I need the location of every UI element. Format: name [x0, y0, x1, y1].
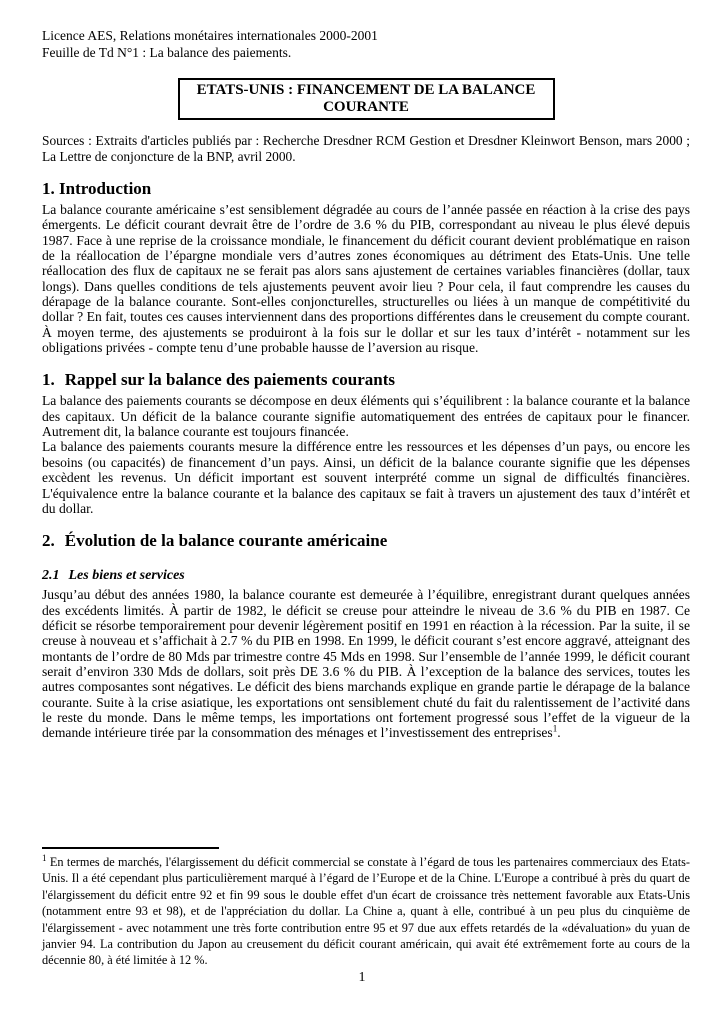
heading-biens-services: [42, 567, 690, 585]
document-title-box: [178, 78, 555, 120]
document-content: [42, 28, 690, 741]
course-header-line1: Licence AES, Relations monétaires internationales 2000-2001: [42, 28, 378, 43]
course-header-line2: Feuille de Td N°1 : La balance des paiements.: [42, 44, 292, 60]
footnote-text-line: [42, 854, 690, 969]
footnote-separator-rule: [42, 847, 219, 849]
document-title: ETATS-UNIS : FINANCEMENT DE LA BALANCE COURANTE: [196, 82, 536, 115]
footnote-number-mark: 1: [42, 852, 47, 863]
rappel-paragraph-2: La balance des paiements courants mesure la différence entre les ressources et les dépenses d’un pays, ou encore les besoins (ou capacités) de financement d’un pays. Ainsi, un déficit de la balance courante signifie que les dépenses excèdent les revenus. Un déficit important est souvent interprété comme un signal de difficultés financières. L'équivalence entre la balance courante et la balance des capitaux se fait à travers un ajustement des taux d’intérêt et du dollar.: [42, 439, 690, 516]
heading-rappel: [42, 369, 690, 390]
introduction-paragraph: La balance courante américaine s’est sensiblement dégradée au cours de l’année passée en réaction à la crise des pays émergents. Le déficit courant devrait être de l’ordre de 3.6 % du PIB, correspondant au niveau le plus élevé depuis 1987. Face à une reprise de la croissance mondiale, le financement du déficit courant devient problématique en raison de la réallocation de l’épargne mondiale vers d’autres zones économiques au détriment des Etats-Unis. Une telle réallocation des flux de capitaux ne se ferait pas alors sans ajustement de certaines variables financières (dollar, taux longs). Dans quelles conditions de tels ajustements peuvent avoir lieu ? Pour cela, il faut comprendre les causes du dérapage de la balance courante. Sont-elles conjoncturelles, structurelles ou liées à un manque de compétitivité du dollar ? En fait, toutes ces causes interviennent dans des proportions différentes dans le creusement du compte courant. À moyen terme, des ajustements se produiront à la fois sur le dollar et sur les taux d’intérêt - notamment sur les obligations privées - compte tenu d’une probable hausse de l’aversion au risque.: [42, 202, 690, 356]
heading-rappel-label: Rappel sur la balance des paiements courants: [64, 370, 396, 390]
heading-introduction: 1. Introduction: [42, 179, 152, 198]
heading-biens-services-number: 2.1: [42, 568, 60, 584]
page-number: 1: [358, 970, 366, 985]
biens-services-paragraph: [42, 587, 690, 740]
heading-evolution-label: Évolution de la balance courante américaine: [64, 531, 388, 551]
sources-note: Sources : Extraits d'articles publiés par : Recherche Dresdner RCM Gestion et Dresdner Kleinwort Benson, mars 2000 ; La Lettre de conjoncture de la BNP, avril 2000.: [42, 133, 690, 164]
footnote-reference-mark: 1: [552, 723, 558, 734]
footnote-block: [42, 847, 690, 969]
biens-services-text: Jusqu’au début des années 1980, la balance courante est demeurée à l’équilibre, enregistrant durant quelques années des excédents limités. À partir de 1982, le déficit se creuse pour atteindre le niveau de 3.6 % du PIB en 1987. Ce déficit se résorbe temporairement pour devenir légèrement positif en 1991 en réaction à la récession. Par la suite, il se creuse à nouveau et s’affichait à 2.7 % du PIB en 1998. En 1999, le déficit courant s’est encore aggravé, atteignant des montants de l’ordre de 80 Mds par trimestre contre 45 Mds en 1998. Sur l’ensemble de l’année 1999, le déficit courant serait d’environ 330 Mds de dollars, soit près DE 3.6 % du PIB. À l’exception de la balance des services, toutes les autres composantes sont négatives. Le déficit des biens marchands explique en grande partie le dérapage de la balance courante. Suite à la crise asiatique, les exportations ont sensiblement chuté du fait du ralentissement de l’activité dans le reste du monde. Dans le même temps, les importations ont fortement progressé sous l’effet de la vigueur de la demande intérieure tirée par la consommation des ménages et l’investissement des entreprises: [42, 587, 690, 741]
heading-evolution: [42, 530, 690, 551]
heading-biens-services-label: Les biens et services: [68, 568, 185, 584]
footnote-text: En termes de marchés, l'élargissement du déficit commercial se constate à l’égard de tous les partenaires commerciaux des Etats-Unis. Il a été cependant plus particulièrement marqué à l’égard de l’Europe et de la Chine. L'Europe a contribué à près du quart de l'élargissement du déficit entre 92 et fin 99 sous le double effet d'un écart de croissance très nettement favorable aux Etats-Unis (notamment entre 93 et 98), et de l'appréciation du dollar. La Chine a, quant à elle, contribué à un peu plus du cinquième de l'élargissement - avec notamment une très forte contribution entre 95 et 97 due aux effets retardés de la «dévaluation» du yuan de janvier 94. La contribution du Japon au creusement du déficit courant américain, qui avait été extrêmement forte au cours de la décennie 80, à été limitée à 12 %.: [42, 855, 690, 968]
rappel-paragraph-1: La balance des paiements courants se décompose en deux éléments qui s’équilibrent : la balance courante et la balance des capitaux. Un déficit de la balance courante signifie automatiquement des entrées de capitaux pour le financer. Autrement dit, la balance courante est toujours financée.: [42, 393, 690, 440]
biens-services-paragraph-end: .: [557, 725, 561, 741]
heading-rappel-number: 1.: [42, 370, 55, 390]
heading-evolution-number: 2.: [42, 531, 55, 551]
